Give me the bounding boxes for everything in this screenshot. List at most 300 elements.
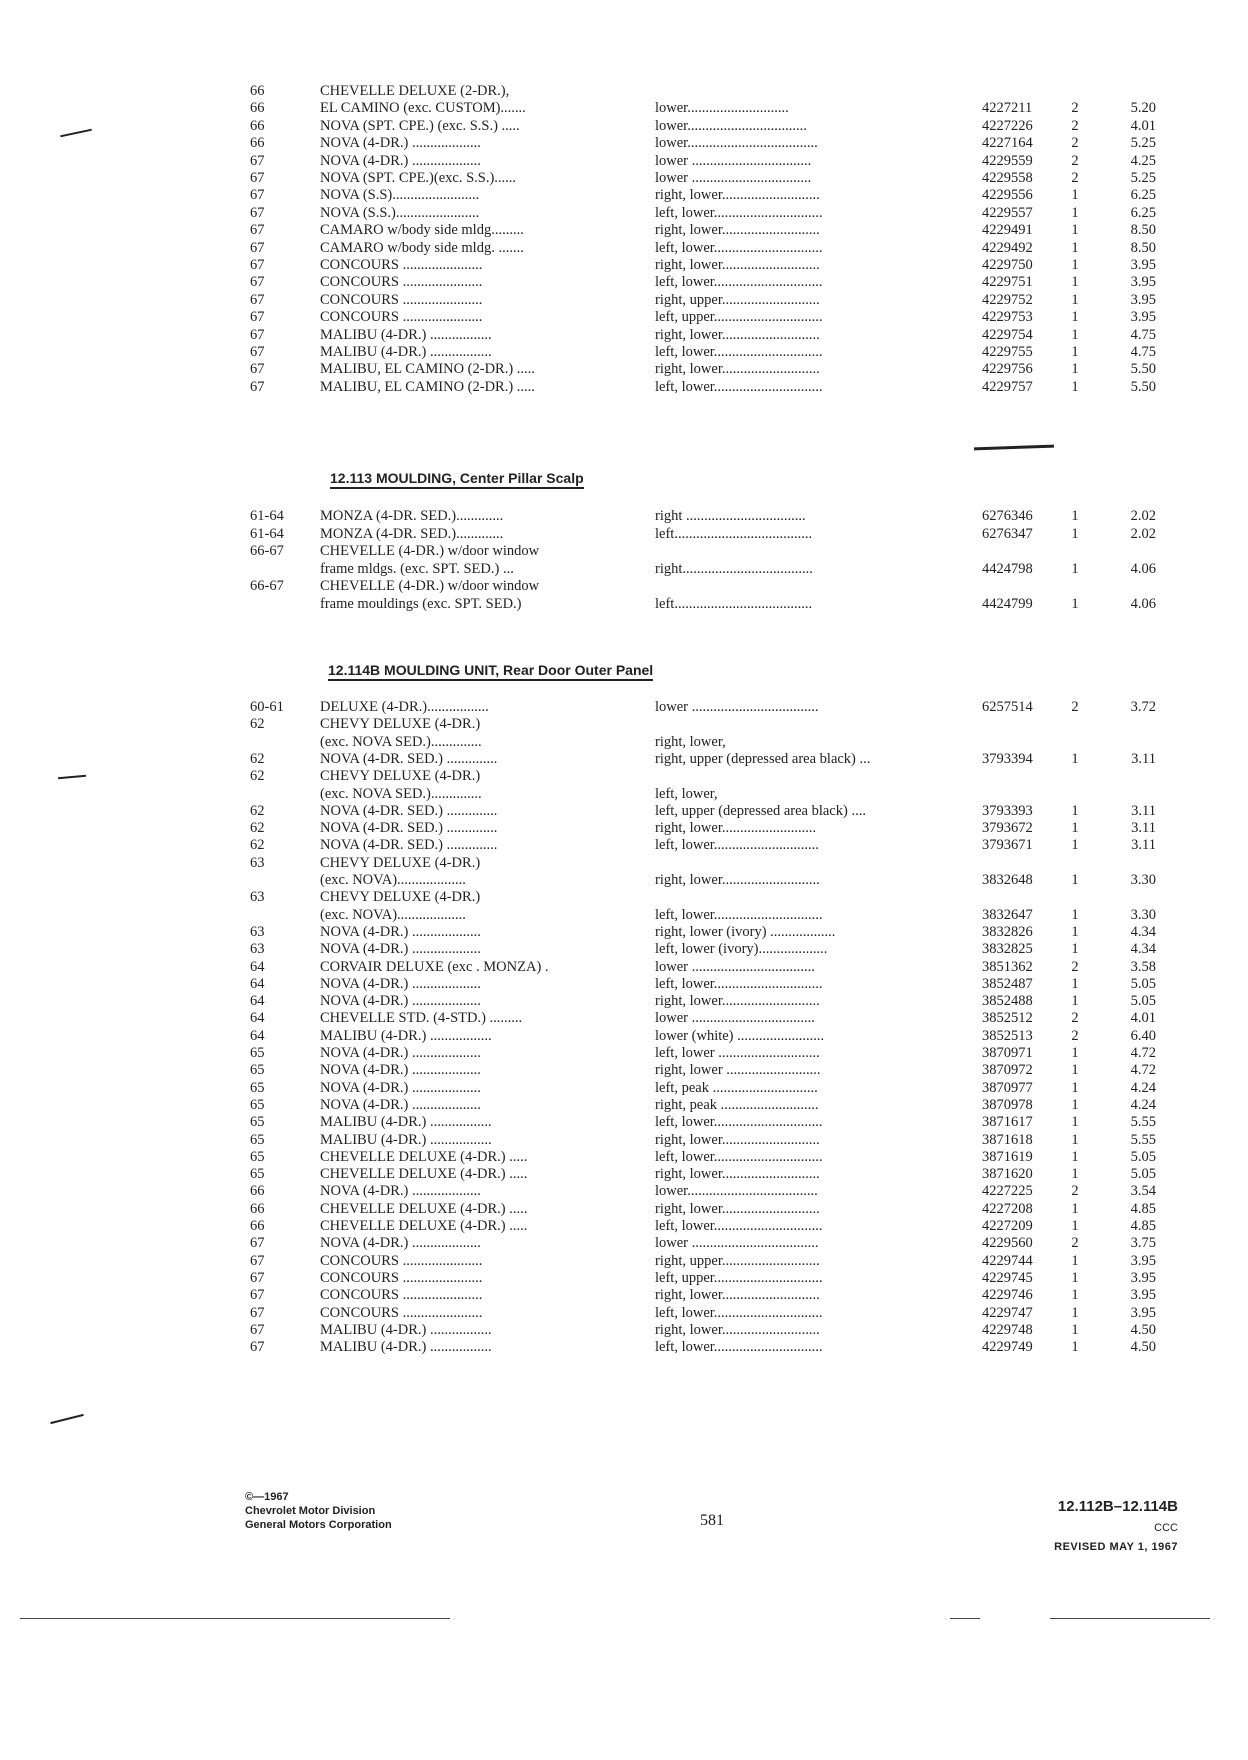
description: right, upper........................... xyxy=(655,291,820,308)
description: right, lower........................... xyxy=(655,326,820,343)
quantity: 1 xyxy=(1071,1148,1079,1165)
model: MALIBU (4-DR.) ................. xyxy=(320,1321,492,1338)
price: 4.85 xyxy=(1130,1200,1156,1217)
model: MALIBU, EL CAMINO (2-DR.) ..... xyxy=(320,361,535,378)
price: 3.95 xyxy=(1130,1252,1156,1269)
year: 67 xyxy=(250,1287,265,1304)
quantity: 1 xyxy=(1071,560,1079,577)
table-row xyxy=(250,836,1156,855)
quantity: 1 xyxy=(1071,1079,1079,1096)
table-row xyxy=(250,733,1150,752)
table-row xyxy=(250,525,1156,544)
model: CHEVELLE DELUXE (4-DR.) ..... xyxy=(320,1218,528,1234)
price: 5.20 xyxy=(1130,100,1156,117)
quantity: 1 xyxy=(1071,222,1079,239)
description: lower ................................... xyxy=(655,699,819,715)
quantity: 1 xyxy=(1071,975,1079,992)
price: 3.95 xyxy=(1130,291,1156,308)
year: 67 xyxy=(250,1235,265,1252)
description: right, lower........................... xyxy=(655,1287,820,1304)
table-row xyxy=(250,958,1156,977)
bottom-rule xyxy=(1050,1618,1210,1619)
quantity: 1 xyxy=(1071,820,1079,837)
price: 8.50 xyxy=(1130,239,1156,256)
year: 67 xyxy=(250,361,265,378)
corporation-name: General Motors Corporation xyxy=(245,1519,392,1531)
price: 4.01 xyxy=(1130,117,1156,134)
table-row xyxy=(250,992,1156,1011)
year: 67 xyxy=(250,1252,265,1269)
table-row xyxy=(250,1027,1156,1046)
description: right, lower........................... xyxy=(655,1200,820,1217)
year: 67 xyxy=(250,291,265,308)
description: left, lower, xyxy=(655,785,718,802)
table-row xyxy=(250,1217,1156,1236)
section-reference-block xyxy=(1010,1496,1178,1556)
quantity: 2 xyxy=(1071,1010,1079,1027)
section-range: 12.112B–12.114B xyxy=(1057,1498,1178,1515)
year: 62 xyxy=(250,820,265,837)
part-number: 4229747 xyxy=(982,1304,1033,1321)
part-number: 3870977 xyxy=(982,1079,1033,1096)
table-row xyxy=(250,1269,1156,1288)
price: 3.11 xyxy=(1131,820,1156,837)
year: 67 xyxy=(250,1269,265,1286)
part-number: 4229749 xyxy=(982,1339,1033,1356)
table-row xyxy=(250,308,1156,327)
quantity: 1 xyxy=(1071,1131,1079,1148)
table-row xyxy=(250,819,1156,838)
model: MALIBU (4-DR.) ................. xyxy=(320,1114,492,1131)
model: CHEVY DELUXE (4-DR.) xyxy=(320,716,481,733)
year: 66 xyxy=(250,1218,265,1234)
year: 67 xyxy=(250,1304,265,1321)
quantity: 2 xyxy=(1071,100,1079,117)
price: 4.01 xyxy=(1130,1010,1156,1027)
year: 67 xyxy=(250,170,265,186)
table-row xyxy=(250,1079,1156,1098)
part-number: 4229744 xyxy=(982,1252,1033,1269)
year: 65 xyxy=(250,1079,265,1096)
price: 6.25 xyxy=(1130,187,1156,204)
part-number: 3870978 xyxy=(982,1096,1033,1113)
price: 3.11 xyxy=(1131,802,1156,819)
table-row xyxy=(250,152,1156,171)
description: right, lower.......................... xyxy=(655,820,817,837)
table-row xyxy=(250,221,1156,240)
table-row xyxy=(250,99,1156,118)
price: 3.95 xyxy=(1130,1304,1156,1321)
price: 5.55 xyxy=(1130,1114,1156,1131)
quantity: 1 xyxy=(1071,291,1079,308)
description: left, lower.............................. xyxy=(655,378,823,395)
model: CONCOURS ...................... xyxy=(320,1269,483,1286)
part-number: 4229753 xyxy=(982,309,1033,326)
description: right, upper (depressed area black) ... xyxy=(655,750,871,767)
part-number: 3871619 xyxy=(982,1148,1033,1165)
year: 60-61 xyxy=(250,699,284,715)
part-number: 6276347 xyxy=(982,525,1033,542)
model: CONCOURS ...................... xyxy=(320,309,483,326)
part-number: 3852512 xyxy=(982,1010,1033,1027)
price: 5.05 xyxy=(1130,993,1156,1010)
price: 2.02 xyxy=(1130,525,1156,542)
price: 4.34 xyxy=(1130,923,1156,940)
quantity: 2 xyxy=(1071,1183,1079,1200)
part-number: 4229757 xyxy=(982,378,1033,395)
description: left, lower.............................. xyxy=(655,239,823,256)
part-number: 4229751 xyxy=(982,274,1033,291)
part-number: 4229752 xyxy=(982,291,1033,308)
description: left, lower (ivory)................... xyxy=(655,941,828,958)
year: 67 xyxy=(250,1339,265,1356)
description: left...................................... xyxy=(655,596,813,612)
pen-underline-mark xyxy=(974,445,1054,451)
part-number: 3793394 xyxy=(982,750,1033,767)
price: 3.72 xyxy=(1130,699,1156,715)
table-row xyxy=(250,186,1156,205)
price: 5.05 xyxy=(1130,1148,1156,1165)
model: (exc. NOVA)................... xyxy=(320,906,466,923)
quantity: 2 xyxy=(1071,170,1079,186)
model: NOVA (S.S.)....................... xyxy=(320,204,480,221)
description: lower............................ xyxy=(655,100,789,117)
table-row xyxy=(250,507,1156,526)
model: NOVA (4-DR.) ................... xyxy=(320,1045,481,1061)
part-number: 4424798 xyxy=(982,560,1033,577)
year: 67 xyxy=(250,274,265,291)
model: NOVA (4-DR.) ................... xyxy=(320,1183,481,1200)
year: 66 xyxy=(250,1200,265,1217)
part-number: 4227164 xyxy=(982,135,1033,152)
quantity: 1 xyxy=(1071,204,1079,221)
model: MONZA (4-DR. SED.)............. xyxy=(320,525,504,542)
model: MALIBU, EL CAMINO (2-DR.) ..... xyxy=(320,378,535,395)
year: 67 xyxy=(250,378,265,395)
model: (exc. NOVA)................... xyxy=(320,872,466,888)
quantity: 1 xyxy=(1071,361,1079,378)
table-row xyxy=(250,1009,1156,1028)
quantity: 1 xyxy=(1071,941,1079,958)
price: 8.50 xyxy=(1130,222,1156,239)
table-row xyxy=(250,1113,1156,1132)
table-row xyxy=(250,1338,1156,1357)
model: NOVA (4-DR. SED.) .............. xyxy=(320,802,498,819)
quantity: 2 xyxy=(1071,152,1079,169)
price: 3.11 xyxy=(1131,837,1156,854)
model: NOVA (4-DR.) ................... xyxy=(320,1235,481,1252)
model: NOVA (SPT. CPE.)(exc. S.S.)...... xyxy=(320,170,517,186)
quantity: 1 xyxy=(1071,187,1079,204)
price: 3.75 xyxy=(1130,1235,1156,1252)
table-row xyxy=(250,1096,1156,1115)
year: 66 xyxy=(250,1183,265,1200)
description: left, lower.............................. xyxy=(655,204,823,221)
model: MALIBU (4-DR.) ................. xyxy=(320,1339,492,1356)
year: 63 xyxy=(250,941,265,958)
description: lower ................................. xyxy=(655,152,812,169)
model: MALIBU (4-DR.) ................. xyxy=(320,1027,492,1044)
year: 63 xyxy=(250,923,265,940)
table-row xyxy=(250,888,1150,907)
description: right, lower........................... xyxy=(655,1321,820,1338)
quantity: 1 xyxy=(1071,1252,1079,1269)
description: lower.................................... xyxy=(655,135,818,152)
model: DELUXE (4-DR.)................. xyxy=(320,699,489,715)
scan-mark xyxy=(60,129,92,138)
part-number: 4229558 xyxy=(982,170,1033,186)
quantity: 2 xyxy=(1071,135,1079,152)
description: left, lower.............................. xyxy=(655,1114,823,1131)
model: NOVA (4-DR.) ................... xyxy=(320,1079,481,1096)
description: lower .................................. xyxy=(655,1010,815,1027)
description: left, lower.............................. xyxy=(655,1339,823,1356)
quantity: 1 xyxy=(1071,872,1079,888)
model: CONCOURS ...................... xyxy=(320,1252,483,1269)
price: 4.50 xyxy=(1130,1339,1156,1356)
quantity: 1 xyxy=(1071,1218,1079,1234)
table-row xyxy=(250,204,1156,223)
part-number: 4229745 xyxy=(982,1269,1033,1286)
year: 62 xyxy=(250,716,265,733)
price: 5.25 xyxy=(1130,135,1156,152)
part-number: 4229746 xyxy=(982,1287,1033,1304)
quantity: 2 xyxy=(1071,699,1079,715)
model: MALIBU (4-DR.) ................. xyxy=(320,1131,492,1148)
model: CONCOURS ...................... xyxy=(320,291,483,308)
table-row xyxy=(250,256,1156,275)
year: 65 xyxy=(250,1131,265,1148)
year: 61-64 xyxy=(250,525,284,542)
year: 67 xyxy=(250,239,265,256)
description: left, upper.............................. xyxy=(655,309,823,326)
quantity: 1 xyxy=(1071,1045,1079,1061)
part-number: 3793671 xyxy=(982,837,1033,854)
part-number: 4229756 xyxy=(982,361,1033,378)
model: CHEVELLE DELUXE (2-DR.), xyxy=(320,83,510,99)
quantity: 1 xyxy=(1071,525,1079,542)
part-number: 3852488 xyxy=(982,993,1033,1010)
page-number: 581 xyxy=(700,1512,724,1529)
price: 2.02 xyxy=(1130,508,1156,524)
description: left, peak ............................. xyxy=(655,1079,818,1096)
table-row xyxy=(250,923,1156,942)
part-number: 4229492 xyxy=(982,239,1033,256)
description: right, lower........................... xyxy=(655,361,820,378)
year: 67 xyxy=(250,222,265,239)
price: 4.25 xyxy=(1130,152,1156,169)
price: 5.50 xyxy=(1130,361,1156,378)
quantity: 1 xyxy=(1071,1269,1079,1286)
table-row xyxy=(250,117,1156,136)
table-row xyxy=(250,750,1156,769)
table-row xyxy=(250,1044,1156,1063)
year: 62 xyxy=(250,750,265,767)
model: CHEVELLE (4-DR.) w/door window xyxy=(320,578,540,595)
part-number: 4227225 xyxy=(982,1183,1033,1200)
part-number: 3852487 xyxy=(982,975,1033,992)
description: right, lower, xyxy=(655,733,726,750)
table-row xyxy=(250,1252,1156,1271)
model: CONCOURS ...................... xyxy=(320,257,483,273)
part-number: 4227209 xyxy=(982,1218,1033,1234)
year: 65 xyxy=(250,1062,265,1079)
publisher-block xyxy=(245,1490,392,1532)
model: (exc. NOVA SED.).............. xyxy=(320,733,482,750)
part-number: 4229748 xyxy=(982,1321,1033,1338)
price: 4.34 xyxy=(1130,941,1156,958)
price: 3.30 xyxy=(1130,906,1156,923)
model: NOVA (4-DR.) ................... xyxy=(320,975,481,992)
model: CHEVELLE STD. (4-STD.) ......... xyxy=(320,1010,523,1027)
year: 64 xyxy=(250,975,265,992)
table-row xyxy=(250,975,1156,994)
description: right, lower........................... xyxy=(655,993,820,1010)
model: CONCOURS ...................... xyxy=(320,274,483,291)
year: 67 xyxy=(250,187,265,204)
description: left, lower.............................. xyxy=(655,1304,823,1321)
model: EL CAMINO (exc. CUSTOM)....... xyxy=(320,100,526,117)
quantity: 1 xyxy=(1071,1096,1079,1113)
description: right, lower........................... xyxy=(655,1166,820,1183)
catalog-code: CCC xyxy=(1154,1522,1178,1534)
table-row xyxy=(250,1182,1156,1201)
quantity: 1 xyxy=(1071,750,1079,767)
description: left, lower.............................. xyxy=(655,906,823,923)
price: 3.54 xyxy=(1130,1183,1156,1200)
year: 65 xyxy=(250,1148,265,1165)
model: CHEVELLE (4-DR.) w/door window xyxy=(320,543,540,560)
year: 66-67 xyxy=(250,578,284,595)
model: CHEVY DELUXE (4-DR.) xyxy=(320,854,481,871)
part-number: 6257514 xyxy=(982,699,1033,715)
part-number: 4227208 xyxy=(982,1200,1033,1217)
table-row xyxy=(250,560,1156,579)
part-number: 4229559 xyxy=(982,152,1033,169)
part-number: 4424799 xyxy=(982,596,1033,612)
model: frame mldgs. (exc. SPT. SED.) ... xyxy=(320,560,514,577)
price: 3.95 xyxy=(1130,1269,1156,1286)
quantity: 1 xyxy=(1071,1062,1079,1079)
description: right, lower........................... xyxy=(655,187,820,204)
description: right, lower........................... xyxy=(655,1131,820,1148)
table-row xyxy=(250,169,1156,188)
price: 4.72 xyxy=(1130,1045,1156,1061)
model: NOVA (4-DR.) ................... xyxy=(320,1062,481,1079)
quantity: 1 xyxy=(1071,596,1079,612)
table-row xyxy=(250,854,1150,873)
year: 67 xyxy=(250,1321,265,1338)
description: left, upper.............................. xyxy=(655,1269,823,1286)
price: 4.06 xyxy=(1130,560,1156,577)
table-row xyxy=(250,343,1156,362)
table-row xyxy=(250,785,1150,804)
quantity: 2 xyxy=(1071,1235,1079,1252)
quantity: 1 xyxy=(1071,1339,1079,1356)
year: 64 xyxy=(250,993,265,1010)
table-row xyxy=(250,595,1156,614)
table-row xyxy=(250,291,1156,310)
price: 4.75 xyxy=(1130,326,1156,343)
year: 66 xyxy=(250,117,265,134)
description: left, lower............................. xyxy=(655,837,819,854)
model: MALIBU (4-DR.) ................. xyxy=(320,326,492,343)
quantity: 1 xyxy=(1071,344,1079,360)
year: 62 xyxy=(250,768,265,785)
table-row xyxy=(250,1200,1156,1219)
model: NOVA (SPT. CPE.) (exc. S.S.) ..... xyxy=(320,117,520,134)
year: 66 xyxy=(250,83,265,99)
table-row xyxy=(250,542,1150,561)
quantity: 1 xyxy=(1071,993,1079,1010)
year: 62 xyxy=(250,802,265,819)
description: left, lower ............................ xyxy=(655,1045,820,1061)
year: 63 xyxy=(250,854,265,871)
table-row xyxy=(250,802,1156,821)
model: CORVAIR DELUXE (exc . MONZA) . xyxy=(320,958,549,975)
quantity: 1 xyxy=(1071,1304,1079,1321)
description: left, lower.............................. xyxy=(655,344,823,360)
table-row xyxy=(250,871,1156,890)
price: 4.72 xyxy=(1130,1062,1156,1079)
description: lower ................................... xyxy=(655,1235,819,1252)
price: 4.24 xyxy=(1130,1096,1156,1113)
model: NOVA (S.S)........................ xyxy=(320,187,480,204)
table-row xyxy=(250,1148,1156,1167)
part-number: 3793672 xyxy=(982,820,1033,837)
quantity: 1 xyxy=(1071,257,1079,273)
year: 67 xyxy=(250,309,265,326)
part-number: 4229754 xyxy=(982,326,1033,343)
table-row xyxy=(250,1234,1156,1253)
model: NOVA (4-DR. SED.) .............. xyxy=(320,750,498,767)
model: CHEVELLE DELUXE (4-DR.) ..... xyxy=(320,1166,528,1183)
part-number: 4229755 xyxy=(982,344,1033,360)
table-row xyxy=(250,1061,1156,1080)
description: left, lower.............................. xyxy=(655,1218,823,1234)
division-name: Chevrolet Motor Division xyxy=(245,1505,376,1517)
description: right, lower .......................... xyxy=(655,1062,821,1079)
part-number: 3871620 xyxy=(982,1166,1033,1183)
part-number: 3832825 xyxy=(982,941,1033,958)
price: 5.05 xyxy=(1130,1166,1156,1183)
quantity: 2 xyxy=(1071,958,1079,975)
description: right, lower (ivory) .................. xyxy=(655,923,836,940)
revision-date: REVISED MAY 1, 1967 xyxy=(1054,1541,1178,1553)
scan-mark xyxy=(58,775,86,779)
model: frame mouldings (exc. SPT. SED.) xyxy=(320,596,522,612)
quantity: 1 xyxy=(1071,378,1079,395)
model: CONCOURS ...................... xyxy=(320,1287,483,1304)
description: lower................................. xyxy=(655,117,807,134)
model: CHEVELLE DELUXE (4-DR.) ..... xyxy=(320,1148,528,1165)
model: CAMARO w/body side mldg. ....... xyxy=(320,239,524,256)
quantity: 2 xyxy=(1071,117,1079,134)
part-number: 4229560 xyxy=(982,1235,1033,1252)
part-number: 3832648 xyxy=(982,872,1033,888)
description: lower ................................. xyxy=(655,170,812,186)
model: MALIBU (4-DR.) ................. xyxy=(320,344,492,360)
year: 65 xyxy=(250,1166,265,1183)
price: 5.05 xyxy=(1130,975,1156,992)
description: left, lower.............................. xyxy=(655,975,823,992)
year: 67 xyxy=(250,152,265,169)
price: 3.58 xyxy=(1130,958,1156,975)
price: 5.50 xyxy=(1130,378,1156,395)
part-number: 3871618 xyxy=(982,1131,1033,1148)
quantity: 1 xyxy=(1071,837,1079,854)
table-row xyxy=(250,378,1156,397)
